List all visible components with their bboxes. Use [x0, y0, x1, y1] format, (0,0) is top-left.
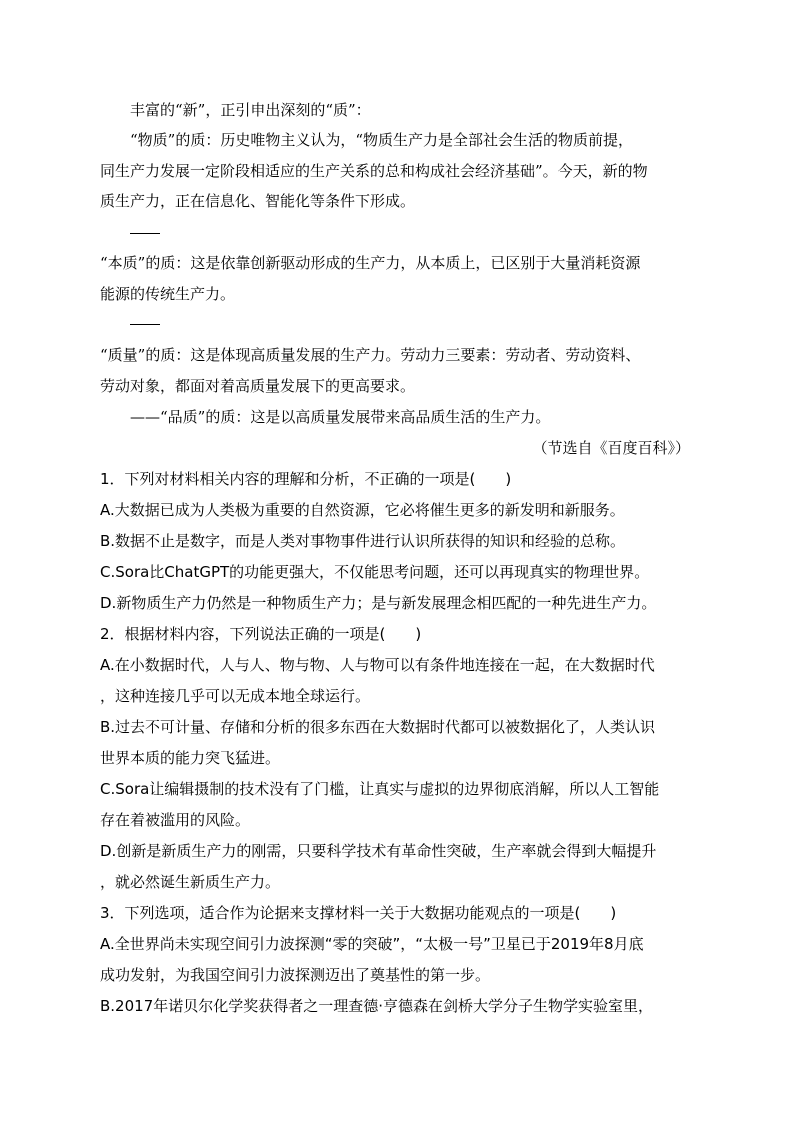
question-1-option-b: B.数据不止是数字，而是人类对事物事件进行认识所获得的知识和经验的总称。	[100, 532, 626, 550]
question-2-option-c: C.Sora让编辑摄制的技术没有了门槛，让真实与虚拟的边界彻底消解，所以人工智能	[100, 780, 660, 798]
question-3-stem: 3．下列选项，适合作为论据来支撑材料一关于大数据功能观点的一项是( )	[100, 904, 617, 922]
question-2-stem: 2．根据材料内容，下列说法正确的一项是( )	[100, 625, 422, 643]
dash-rule	[130, 233, 160, 234]
dash-rule	[130, 324, 160, 325]
material-line: “质量”的质：这是体现高质量发展的生产力。劳动力三要素：劳动者、劳动资料、	[100, 346, 641, 364]
material-line: “本质”的质：这是依靠创新驱动形成的生产力，从本质上，已区别于大量消耗资源	[100, 254, 641, 272]
question-2-option-d: D.创新是新质生产力的刚需，只要科学技术有革命性突破，生产率就会得到大幅提升	[100, 842, 657, 860]
question-3-option-b: B.2017年诺贝尔化学奖获得者之一理查德·亨德森在剑桥大学分子生物学实验室里，	[100, 997, 654, 1015]
question-1-option-c: C.Sora比ChatGPT的功能更强大，不仅能思考问题，还可以再现真实的物理世界。	[100, 563, 650, 581]
material-line: 质生产力，正在信息化、智能化等条件下形成。	[100, 192, 416, 210]
material-line: ——“品质”的质：这是以高质量发展带来高品质生活的生产力。	[130, 408, 551, 426]
question-2-option-a: A.在小数据时代，人与人、物与物、人与物可以有条件地连接在一起，在大数据时代	[100, 656, 655, 674]
material-line: 同生产力发展一定阶段相适应的生产关系的总和构成社会经济基础”。今天，新的物	[100, 162, 648, 180]
question-2-option-d-cont: ，就必然诞生新质生产力。	[100, 873, 281, 891]
question-3-option-a-cont: 成功发射，为我国空间引力波探测迈出了奠基性的第一步。	[100, 966, 491, 984]
question-1-option-d: D.新物质生产力仍然是一种物质生产力；是与新发展理念相匹配的一种先进生产力。	[100, 594, 657, 612]
question-2-option-a-cont: ，这种连接几乎可以无成本地全球运行。	[100, 687, 371, 705]
question-2-option-b: B.过去不可计量、存储和分析的很多东西在大数据时代都可以被数据化了，人类认识	[100, 718, 656, 736]
source-citation: （节选自《百度百科》）	[532, 439, 690, 457]
question-2-option-c-cont: 存在着被滥用的风险。	[100, 811, 251, 829]
material-line: 丰富的“新”，正引申出深刻的“质”：	[130, 101, 371, 119]
material-line: 能源的传统生产力。	[100, 285, 236, 303]
question-1-option-a: A.大数据已成为人类极为重要的自然资源，它必将催生更多的新发明和新服务。	[100, 501, 625, 519]
material-line: 劳动对象，都面对着高质量发展下的更高要求。	[100, 377, 416, 395]
material-line: “物质”的质：历史唯物主义认为，“物质生产力是全部社会生活的物质前提，	[130, 131, 634, 149]
question-1-stem: 1．下列对材料相关内容的理解和分析，不正确的一项是( )	[100, 470, 512, 488]
question-3-option-a: A.全世界尚未实现空间引力波探测“零的突破”，“太极一号”卫星已于2019年8月底	[100, 935, 644, 953]
question-2-option-b-cont: 世界本质的能力突飞猛进。	[100, 749, 281, 767]
